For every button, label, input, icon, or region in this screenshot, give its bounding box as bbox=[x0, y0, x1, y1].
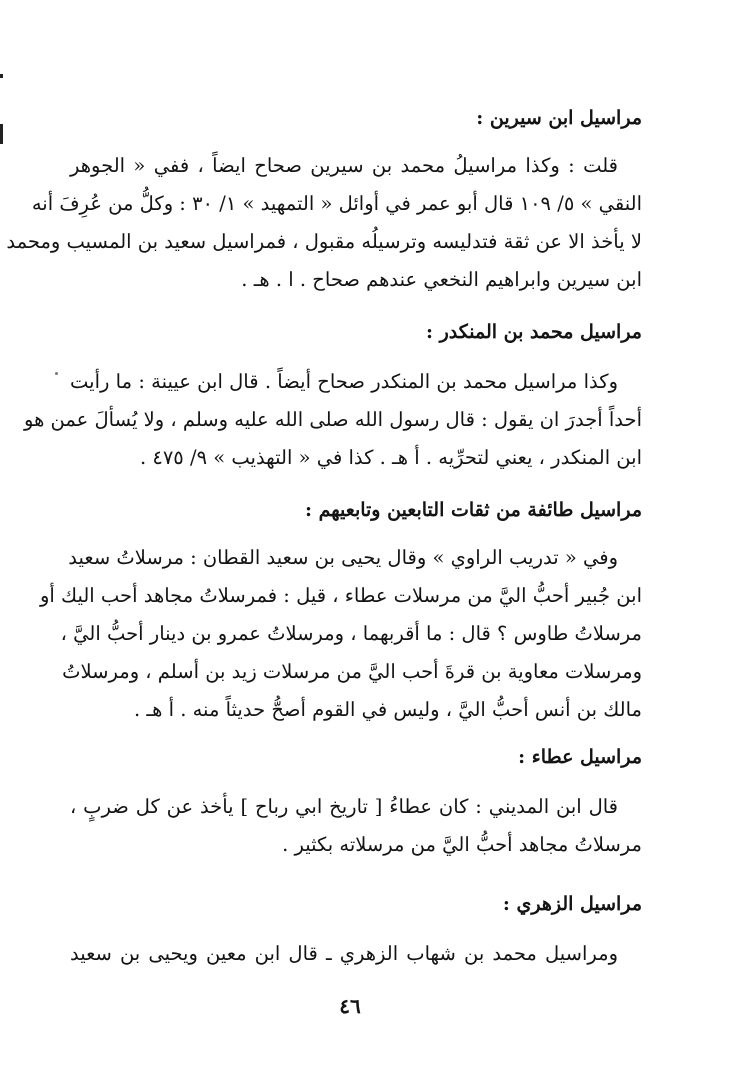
section-paragraph-tabiin bbox=[40, 539, 642, 729]
left-edge-mark bbox=[0, 124, 3, 144]
paragraph-line: وكذا مراسيل محمد بن المنكدر صحاح أيضاً . قال ابن عيينة : ما رأيت bbox=[70, 370, 618, 393]
section-paragraph-ibn-sirin bbox=[6, 147, 642, 299]
paragraph-line: ابن المنكدر ، يعني لتحرِّيه . أ هـ . كذا في « التهذيب » ٩/ ٤٧٥ . bbox=[139, 446, 642, 469]
section-paragraph-ata bbox=[70, 788, 642, 864]
ink-speck bbox=[55, 372, 58, 375]
paragraph-line: ابن سيرين وابراهيم النخعي عندهم صحاح . ا . هـ . bbox=[241, 268, 642, 291]
paragraph-line: أحداً أجدرَ ان يقول : قال رسول الله صلى الله عليه وسلم ، ولا يُسألَ عمن هو bbox=[24, 408, 642, 431]
paragraph-line: ومراسيل محمد بن شهاب الزهري ـ قال ابن معين ويحيى بن سعيد bbox=[70, 942, 618, 965]
section-heading-ibn-sirin: مراسيل ابن سيرين : bbox=[476, 107, 642, 129]
paragraph-line: قلت : وكذا مراسيلُ محمد بن سيرين صحاح ايضاً ، ففي « الجوهر bbox=[70, 154, 618, 177]
paragraph-line: مالك بن أنس أحبُّ اليَّ ، وليس في القوم أصحُّ حديثاً منه . أ هـ . bbox=[134, 698, 642, 721]
paragraph-line: وفي « تدريب الراوي » وقال يحيى بن سعيد القطان : مرسلاتُ سعيد bbox=[68, 546, 618, 569]
section-heading-zuhri: مراسيل الزهري : bbox=[502, 893, 642, 915]
paragraph-line: النقي » ٥/ ١٠٩ قال أبو عمر في أوائل « التمهيد » ١/ ٣٠ : وكلُّ من عُرِفَ أنه bbox=[31, 192, 642, 215]
section-heading-ata: مراسيل عطاء : bbox=[518, 746, 642, 768]
page-number: ٤٦ bbox=[339, 994, 361, 1018]
section-heading-tabiin: مراسيل طائفة من ثقات التابعين وتابعيهم : bbox=[305, 499, 642, 521]
paragraph-line: مرسلاتُ مجاهد أحبُّ اليَّ من مرسلاته بكثير . bbox=[282, 833, 642, 856]
section-paragraph-zuhri bbox=[70, 935, 642, 973]
section-heading-ibn-al-munkadir: مراسيل محمد بن المنكدر : bbox=[425, 321, 642, 343]
left-edge-mark bbox=[0, 74, 3, 78]
paragraph-line: ومرسلات معاوية بن قرةَ أحب اليَّ من مرسلات زيد بن أسلم ، ومرسلاتُ bbox=[62, 660, 642, 683]
section-paragraph-ibn-al-munkadir bbox=[24, 363, 642, 477]
paragraph-line: لا يأخذ الا عن ثقة فتدليسه وترسيلُه مقبول ، فمراسيل سعيد بن المسيب ومحمد bbox=[6, 230, 642, 253]
paragraph-line: مرسلاتُ طاوس ؟ قال : ما أقربهما ، ومرسلاتُ عمرو بن دينار أحبُّ اليَّ ، bbox=[60, 622, 642, 645]
paragraph-line: قال ابن المديني : كان عطاءُ [ تاريخ ابي رباح ] يأخذ عن كل ضربٍ ، bbox=[70, 795, 618, 818]
paragraph-line: ابن جُبير أحبُّ اليَّ من مرسلات عطاء ، قيل : فمرسلاتُ مجاهد أحب اليك أو bbox=[40, 584, 642, 607]
